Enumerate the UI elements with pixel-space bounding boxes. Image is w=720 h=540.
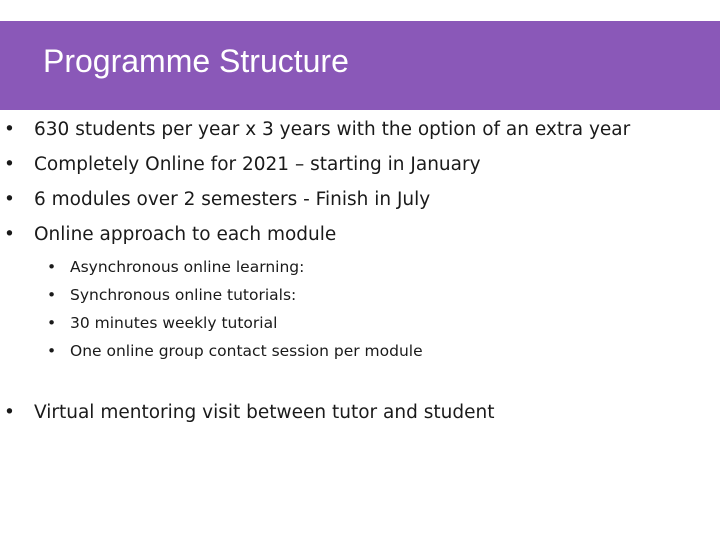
bullet-text: 630 students per year x 3 years with the option of an extra year: [34, 119, 631, 140]
bullet-text: Completely Online for 2021 – starting in January: [34, 154, 481, 175]
bullet-dot-icon: •: [4, 402, 15, 423]
slide-title: Programme Structure: [43, 43, 349, 79]
sub-bullet-text: 30 minutes weekly tutorial: [70, 314, 278, 332]
bullet-dot-icon: •: [47, 314, 57, 332]
sub-bullet-text: Synchronous online tutorials:: [70, 286, 297, 304]
bullet-text: Online approach to each module: [34, 224, 337, 245]
bullet-dot-icon: •: [47, 258, 57, 276]
bullet-text: 6 modules over 2 semesters - Finish in July: [34, 189, 431, 210]
sub-bullet-text: Asynchronous online learning:: [70, 258, 305, 276]
bullet-dot-icon: •: [4, 119, 15, 140]
bullet-dot-icon: •: [47, 286, 57, 304]
bullet-dot-icon: •: [4, 189, 15, 210]
sub-bullet-text: One online group contact session per module: [70, 342, 423, 360]
bullet-dot-icon: •: [47, 342, 57, 360]
bullet-dot-icon: •: [4, 224, 15, 245]
bullet-dot-icon: •: [4, 154, 15, 175]
bullet-text: Virtual mentoring visit between tutor and student: [34, 402, 495, 423]
